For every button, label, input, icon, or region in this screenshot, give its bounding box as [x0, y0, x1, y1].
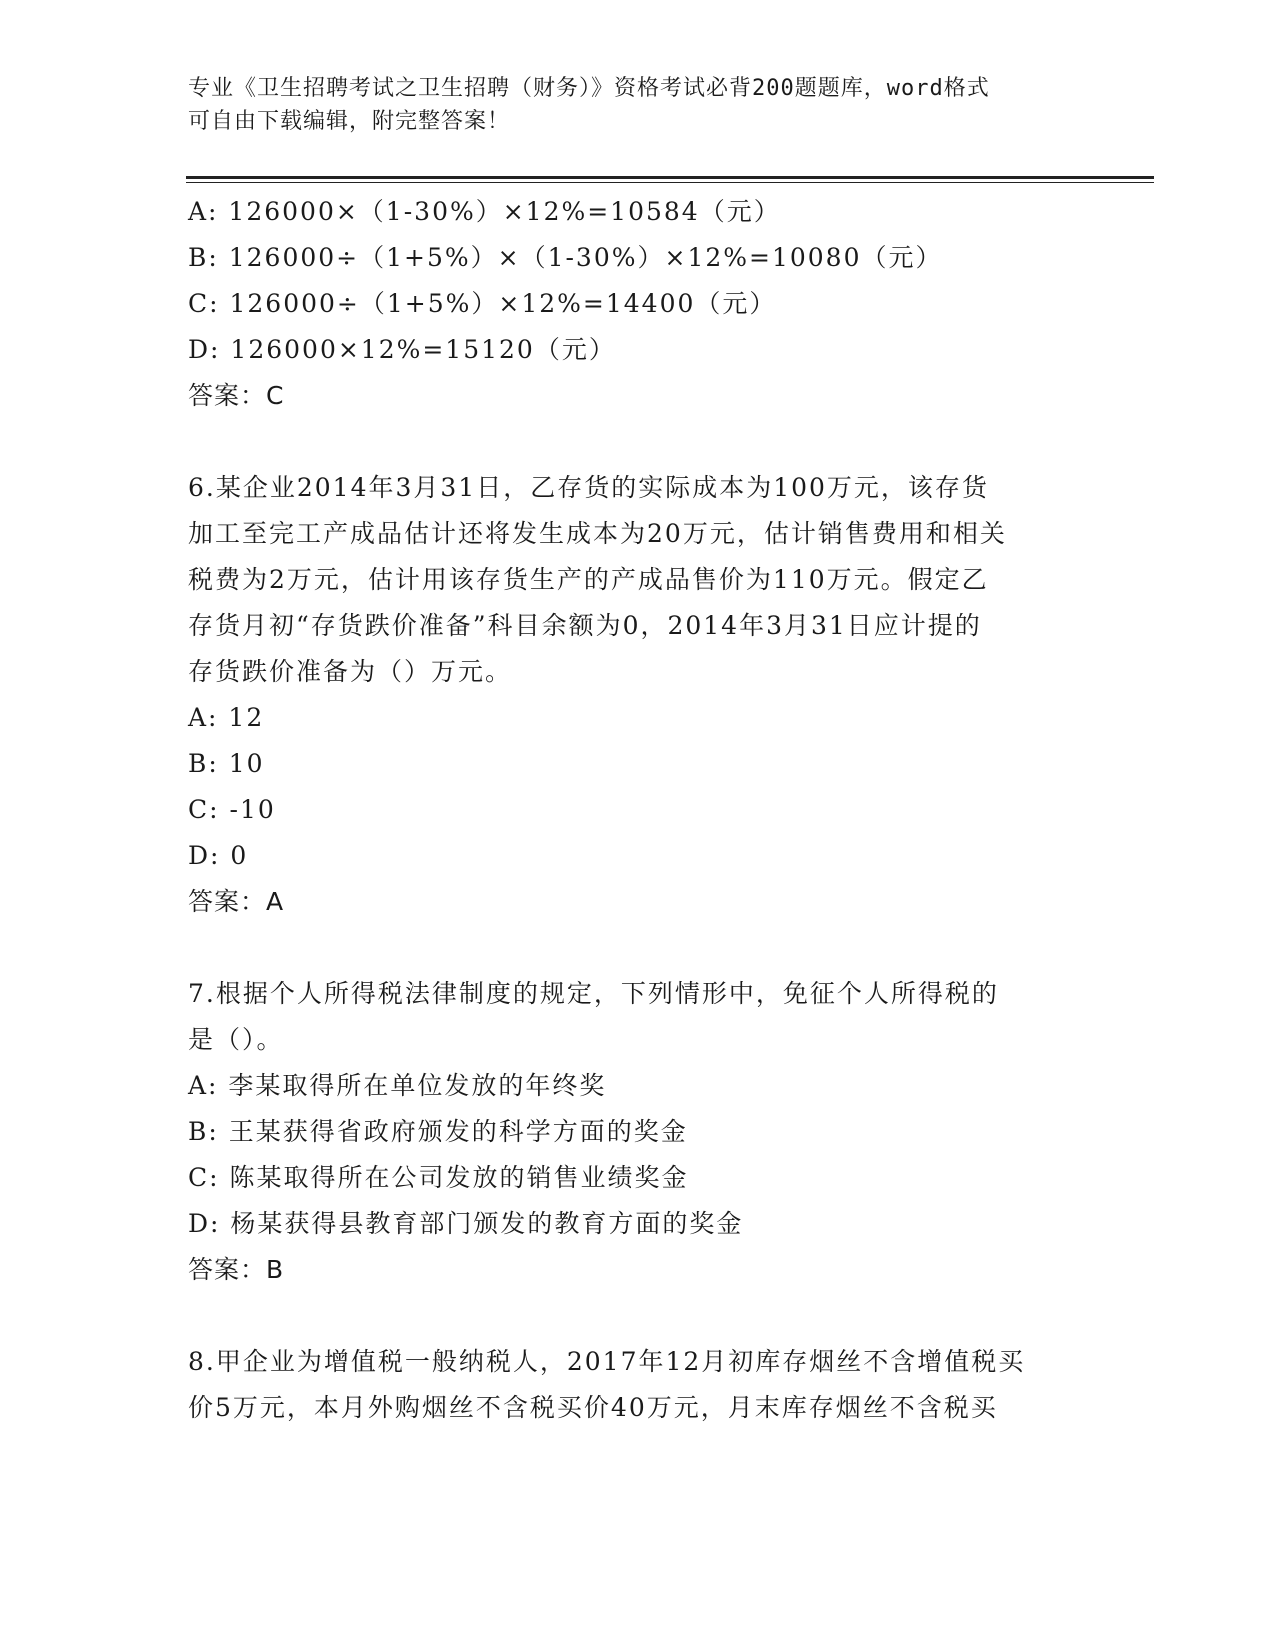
question-content [188, 189, 1088, 1431]
answer: 答案：B [188, 1255, 285, 1284]
option-c: C: 陈某取得所在公司发放的销售业绩奖金 [188, 1163, 689, 1192]
option-d: D: 0 [188, 841, 249, 870]
option-a: A: 李某取得所在单位发放的年终奖 [188, 1071, 607, 1100]
spacer [188, 1293, 1088, 1339]
header-divider-thick [186, 176, 1154, 179]
option-a: A: 12 [188, 703, 265, 732]
option-c: C: -10 [188, 795, 276, 824]
header-line-1: 专业《卫生招聘考试之卫生招聘（财务）》资格考试必背200题题库，word格式 [188, 76, 990, 101]
option-b: B: 126000÷（1+5%）×（1-30%）×12%=10080（元） [188, 243, 943, 272]
option-d: D: 126000×12%=15120（元） [188, 335, 616, 364]
question-stem-line: 6.某企业2014年3月31日，乙存货的实际成本为100万元，该存货 [188, 473, 989, 502]
header-divider-thin [186, 182, 1154, 183]
option-b: B: 王某获得省政府颁发的科学方面的奖金 [188, 1117, 688, 1146]
question-stem-line: 加工至完工产成品估计还将发生成本为20万元，估计销售费用和相关 [188, 519, 1007, 548]
question-stem-line: 存货月初“存货跌价准备”科目余额为0，2014年3月31日应计提的 [188, 611, 982, 640]
header-line-2: 可自由下载编辑，附完整答案！ [188, 109, 511, 134]
option-b: B: 10 [188, 749, 265, 778]
question-8 [188, 1339, 1088, 1431]
question-stem-line: 价5万元，本月外购烟丝不含税买价40万元，月末库存烟丝不含税买 [188, 1393, 998, 1422]
question-5 [188, 189, 1088, 419]
document-header [188, 72, 1088, 138]
question-stem-line: 税费为2万元，估计用该存货生产的产成品售价为110万元。假定乙 [188, 565, 989, 594]
question-6 [188, 465, 1088, 925]
question-stem-line: 是（）。 [188, 1025, 284, 1054]
option-d: D: 杨某获得县教育部门颁发的教育方面的奖金 [188, 1209, 744, 1238]
option-c: C: 126000÷（1+5%）×12%=14400（元） [188, 289, 777, 318]
answer: 答案：A [188, 887, 285, 916]
question-stem-line: 存货跌价准备为（）万元。 [188, 657, 513, 686]
question-stem-line: 7.根据个人所得税法律制度的规定，下列情形中，免征个人所得税的 [188, 979, 999, 1008]
spacer [188, 419, 1088, 465]
answer: 答案：C [188, 381, 285, 410]
spacer [188, 925, 1088, 971]
question-stem-line: 8.甲企业为增值税一般纳税人，2017年12月初库存烟丝不含增值税买 [188, 1347, 1026, 1376]
option-a: A: 126000×（1-30%）×12%=10584（元） [188, 197, 781, 226]
question-7 [188, 971, 1088, 1293]
